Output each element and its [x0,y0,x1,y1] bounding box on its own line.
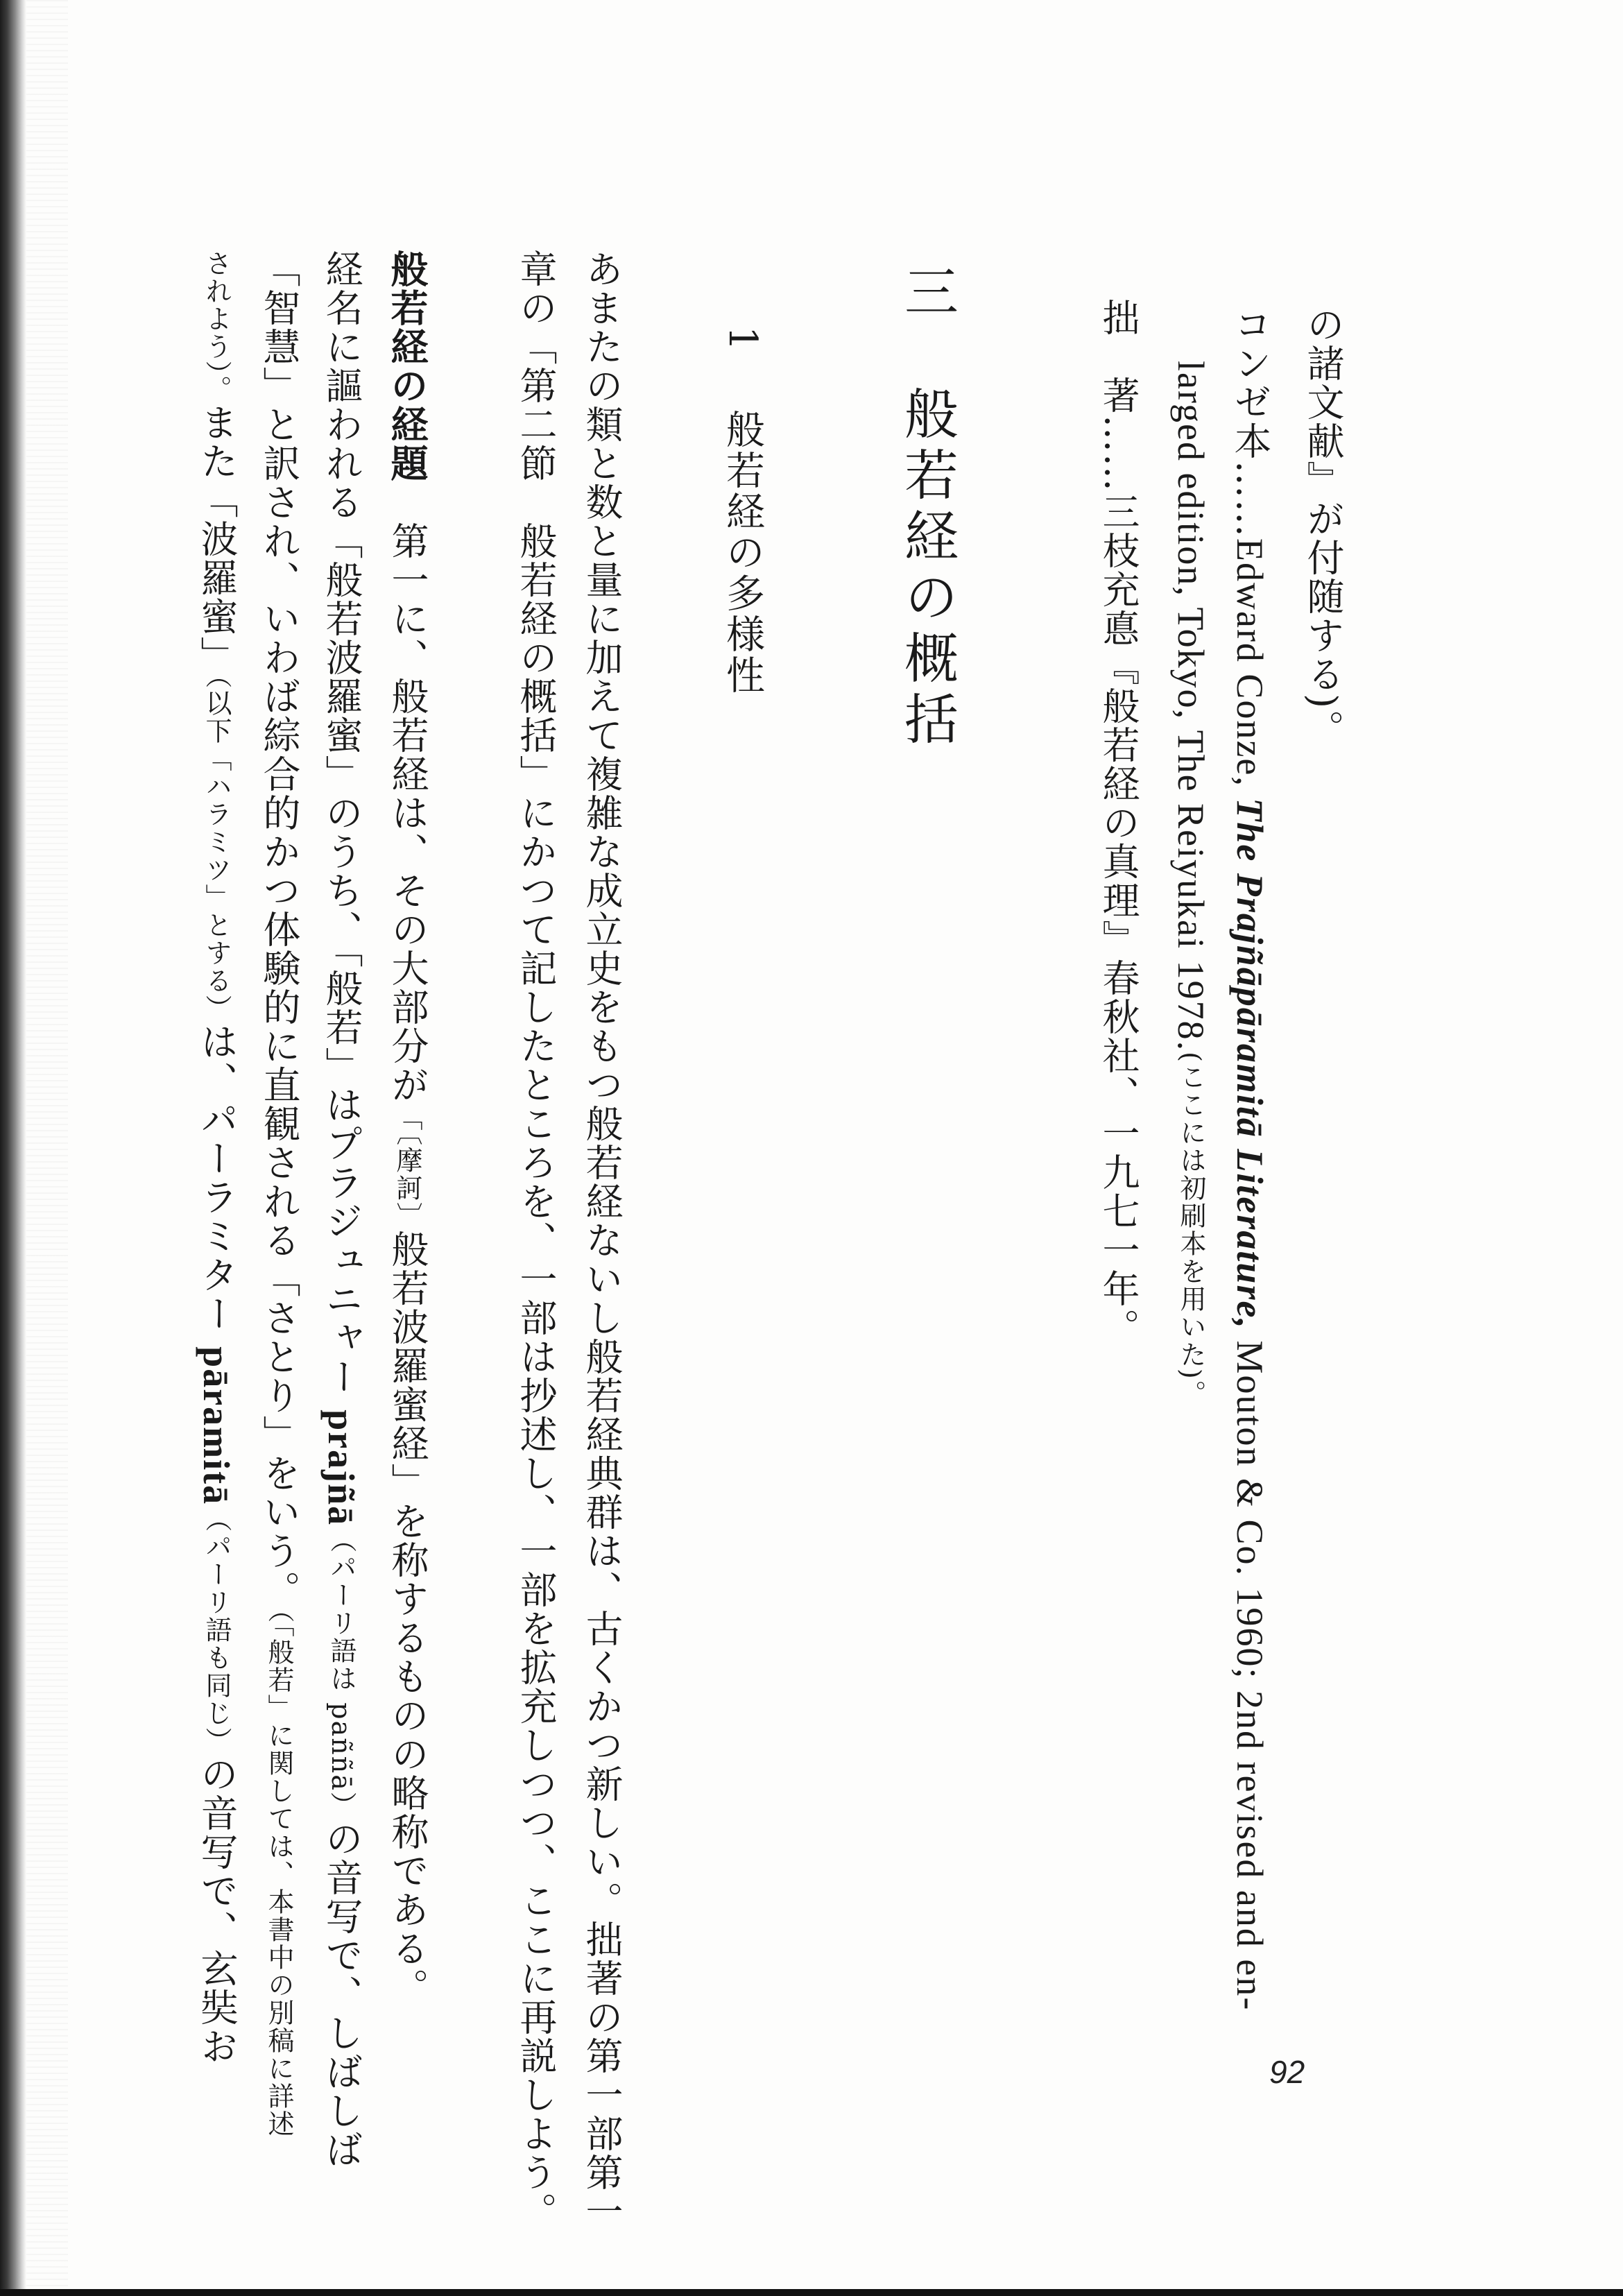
body-paragraph-1-line-2: 章の「第二節 般若経の概括」にかつて記したところを、一部は抄述し、一部を拡充しつつ、ここに再説しよう。 [514,250,558,2231]
bottom-scan-edge [0,2289,1623,2296]
author-work-label: 拙 著…… [1097,298,1140,492]
section-heading: 三 般若経の概括 [895,264,958,752]
body-paragraph-2-line-2: 経名に謳われる「般若波羅蜜」のうち、「般若」はプラジュニャー prajñā（パーリ語は paññā）の音写で、しばしば [320,250,363,2169]
body-paragraph-2-line-1: 般若経の経題 第一に、般若経は、その大部分が「〔摩訶〕般若波羅蜜経」を称するものの略称である。 [385,250,429,2007]
term-prajna: prajñā [320,1410,362,1527]
conze-edition: larged edition, Tokyo, The Reiyukai 1978. [1170,361,1212,1052]
sub-heading-text: 般若経の多様性 [720,409,765,696]
sub-heading-number: 1 [720,326,765,353]
conze-label: コンゼ本…… [1228,305,1272,538]
author-work-reference-line [1097,298,1140,1347]
conze-note: (ここには初刷本を用いた)。 [1176,1052,1206,1408]
body-paragraph-2-line-3: 「智慧」と訳され、いわば綜合的かつ体験的に直観される「さとり」をいう。（「般若」に関しては、本書中の別稿に詳述 [257,250,301,2138]
page-number: 92 [1269,2054,1305,2090]
paragraph-heading: 般若経の経題 [385,250,429,483]
body-paragraph-2-line-4: されよう）。また「波羅蜜」（以下「ハラミツ」とする）は、パーラミター pāramitā（パーリ語も同じ）の音写で、玄奘お [195,250,239,2066]
conze-title: The Prajñāpāramitā Literature, [1229,798,1271,1330]
conze-reference-line-1 [1228,305,1272,2012]
bibliography-continuation-line: の諸文献』が付随する)。 [1301,305,1345,749]
conze-author: Edward Conze, [1229,538,1271,798]
conze-reference-line-2 [1172,361,1210,1408]
scanner-edge-speckle [26,0,68,2296]
sub-heading [714,326,770,696]
conze-publisher: Mouton & Co. 1960; 2nd revised and en- [1229,1329,1271,2012]
body-paragraph-1-line-1: あまたの類と数と量に加えて複雑な成立史をもつ般若経ないし般若経典群は、古くかつ新しい。拙著の第一部第一 [580,250,624,2231]
scanner-edge-shadow [0,0,26,2296]
author-work-text: 三枝充悳『般若経の真理』春秋社、一九七一年。 [1097,492,1140,1347]
term-paramita: pāramitā [196,1346,237,1506]
